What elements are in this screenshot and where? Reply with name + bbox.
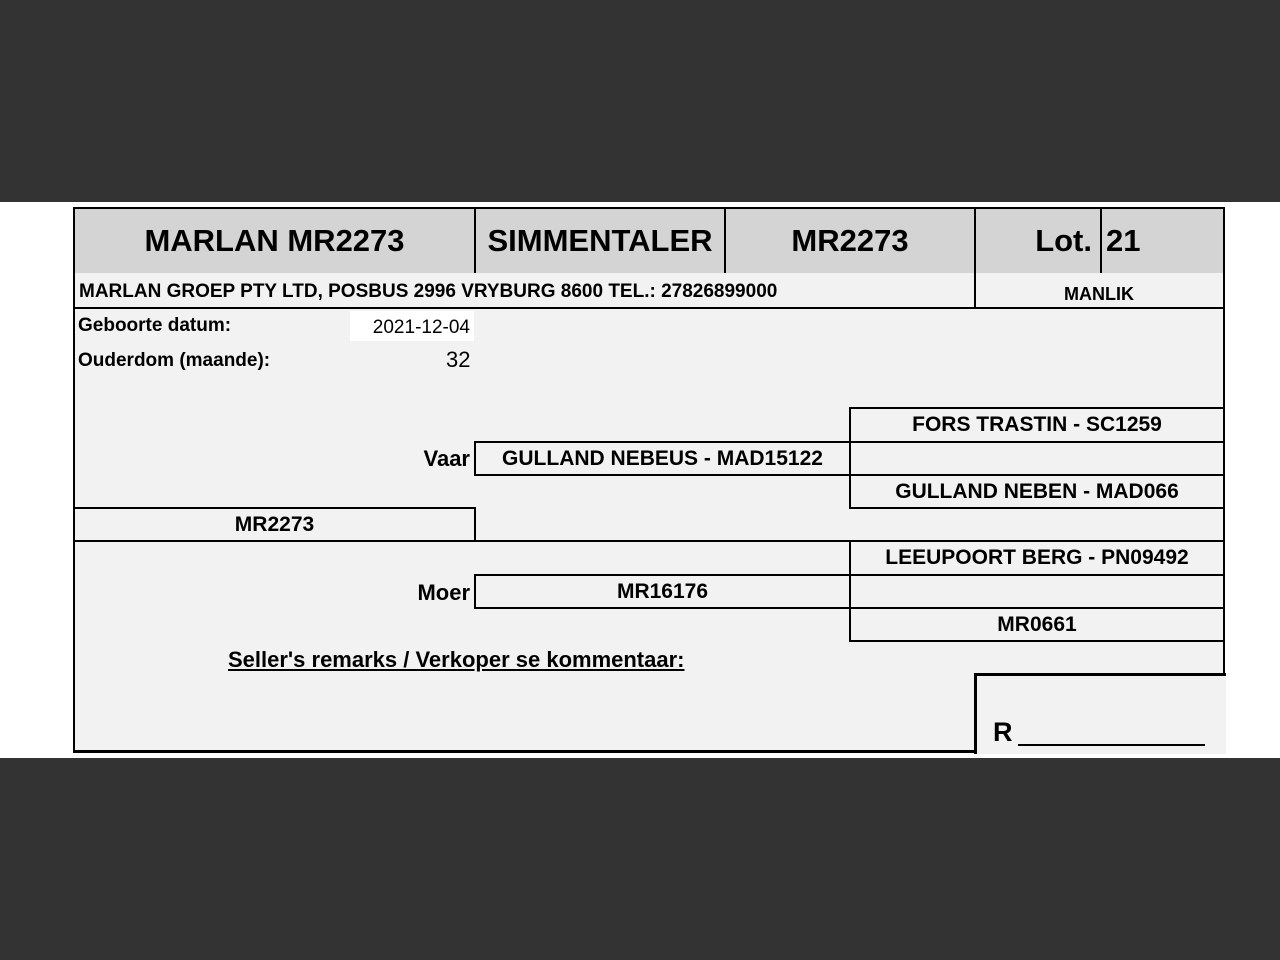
animal-name-cell: [73, 207, 476, 275]
sex-row: [974, 273, 1225, 309]
dam: MR16176: [616, 579, 709, 603]
animal-id: MR2273: [791, 223, 909, 258]
lot-number-cell: [1100, 207, 1225, 275]
owner-line: MARLAN GROEP PTY LTD, POSBUS 2996 VRYBURG 8600 TEL.: 27826899000: [79, 281, 778, 302]
birth-date-field: [350, 311, 474, 341]
lot-number: 21: [1106, 223, 1141, 258]
remarks-area: [73, 672, 976, 753]
sex-value: MANLIK: [1064, 284, 1134, 304]
lot-label-cell: [974, 207, 1102, 275]
sire-sire-cell: [849, 407, 1225, 443]
breed-cell: [474, 207, 726, 275]
dam-dam: MR0661: [997, 612, 1077, 636]
price-input[interactable]: [1018, 744, 1205, 746]
birth-date-label: Geboorte datum:: [78, 315, 232, 336]
dam-gap-cell: [849, 574, 1225, 609]
sire-dam: GULLAND NEBEN - MAD066: [895, 479, 1179, 503]
animal-id-cell: [724, 207, 976, 275]
owner-row: [73, 273, 976, 309]
sire: GULLAND NEBEUS - MAD15122: [502, 446, 823, 470]
remarks-label: Seller's remarks / Verkoper se kommentaar:: [228, 647, 685, 672]
sire-gap-cell: [849, 441, 1225, 476]
dam-cell: [474, 574, 851, 609]
age-value: 32: [446, 347, 471, 372]
birth-date-value: 2021-12-04: [372, 317, 470, 338]
dam-sire-cell: [849, 540, 1225, 576]
catalogue-sheet: [0, 202, 1280, 758]
dam-label: Moer: [417, 580, 470, 605]
age-label: Ouderdom (maande):: [78, 350, 271, 371]
animal-name: MARLAN MR2273: [144, 223, 405, 258]
pedigree-animal-cell: [73, 507, 476, 542]
sire-label: Vaar: [423, 446, 470, 471]
dam-sire: LEEUPOORT BERG - PN09492: [885, 546, 1189, 569]
dam-dam-cell: [849, 607, 1225, 642]
sire-cell: [474, 441, 851, 476]
sire-dam-cell: [849, 474, 1225, 509]
pedigree-animal: MR2273: [234, 512, 315, 536]
sire-sire: FORS TRASTIN - SC1259: [912, 413, 1162, 436]
lot-label: Lot.: [1035, 223, 1092, 258]
breed: SIMMENTALER: [487, 223, 713, 258]
price-currency: R: [993, 717, 1013, 747]
